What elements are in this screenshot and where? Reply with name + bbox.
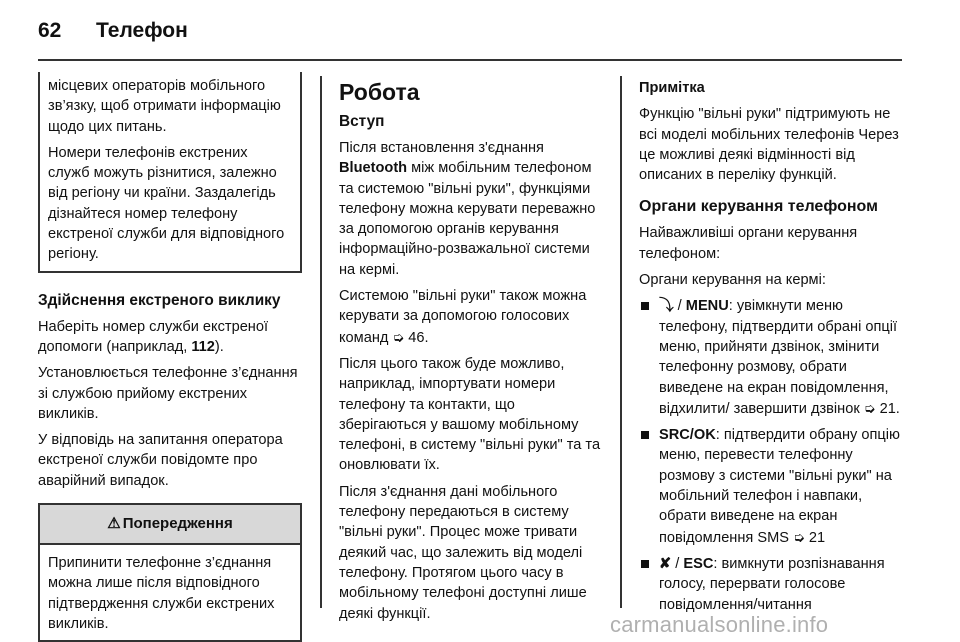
text: Після встановлення з'єднання [339,140,544,156]
info-box-continued [38,72,302,273]
page-number: 62 [38,19,62,42]
voice-mute-icon: ✘ [659,555,672,572]
page-ref: 46. [408,329,429,346]
page-ref-arrow-icon: ➭ [863,399,876,416]
emergency-call-heading: Здійснення екстреного виклику [38,291,281,309]
emergency-number: 112 [191,338,215,355]
key-label: SRC/OK [659,427,716,444]
list-item [639,425,903,548]
text: Наберіть номер служби екстреної допомоги (наприклад, [38,318,269,355]
paragraph: Установлюється телефонне з’єднання зі службою прийому екстрених викликів. [38,365,298,422]
page-ref-arrow-icon: ➭ [392,328,405,345]
bluetooth-term: Bluetooth [339,160,408,177]
key-label: MENU [685,298,729,315]
page-ref: 21 [808,529,826,546]
warning-text: Припинити телефонне з’єднання можна лише після відповідного підтвердження служби екстрених викликів. [48,555,275,632]
column-middle [339,78,603,630]
text: : вимкнути розпізнавання голосу, перервати голосове повідомлення/читання [659,555,885,613]
paragraph: Після з'єднання дані мобільного телефону передаються в систему "вільні руки". Процес може тривати деякий час, що залежить від моделі телефону. Протягом цього часу в мобільному телефоні доступні лише деякі функції. [339,483,587,622]
warning-title [40,505,300,545]
controls-heading: Органи керування телефоном [639,198,878,216]
list-item: ✘ / ESC: вимкнути розпізнавання голосу, перервати голосове повідомлення/читання [639,554,903,615]
bullet-square-icon [641,302,649,310]
column-right [639,78,903,621]
intro-heading: Вступ [339,113,385,130]
column-divider [320,76,322,608]
warning-triangle-icon: ⚠ [107,515,121,533]
paragraph: Найважливіші органи керування телефоном: [639,225,858,262]
text: : підтвердити обрану опцію меню, перевести телефонну розмову з системи "вільні руки" на мобільний телефон і навпаки, обрати виведене на екран повідомлення SMS [659,427,900,546]
phone-handset-icon: ⤵ [659,298,674,315]
note-heading: Примітка [639,80,705,96]
paragraph: Органи керування на кермі: [639,272,826,289]
page-ref-arrow-icon: ➭ [793,528,805,545]
text: між мобільним телефоном та системою "вільні руки", функціями телефону можна керувати переважно за допомогою органів керування інформаційно-розважальної системи на кермі. [339,160,596,278]
box-paragraph: Номери телефонів екстрених служб можуть різнитися, залежно від регіону чи країни. Заздалегідь дізнайтеся номер телефону екстреної служби для відповідного регіону. [48,144,285,263]
bullet-square-icon [641,431,649,439]
watermark: carmanualsonline.info [610,612,829,637]
header-rule [38,59,902,61]
section-title: Робота [339,79,420,105]
text: ). [214,338,224,355]
text: Системою "вільні руки" також можна керувати за допомогою голосових команд [339,288,587,346]
paragraph [38,317,302,358]
paragraph [339,286,603,348]
warning-label: Попередження [122,515,233,533]
paragraph: У відповідь на запитання оператора екстреної служби повідомте про аварійний випадок. [38,432,283,489]
box-paragraph: місцевих операторів мобільного зв’язку, щоб отримати інформацію щодо цих питань. [48,78,281,135]
chapter-title: Телефон [96,19,188,42]
note-text: Функцію "вільні руки" підтримують не всі моделі мобільних телефонів Через це можливі деякі відмінності від описаних в переліку функцій. [639,106,899,184]
list-item: ⤵ / MENU: увімкнути меню телефону, підтвердити обрані опції меню, прийняти дзвінок, змінити телефонну розмову, обрати виведене на екран повідомлення, відхилити/ завершити дзвінок ➭ 21. [639,296,903,419]
bullet-square-icon [641,560,649,568]
text: : увімкнути меню телефону, підтвердити обрані опції меню, прийняти дзвінок, змінити телефонну розмову, обрати виведене на екран повідомлення, відхилити/ завершити дзвінок [659,298,898,417]
column-left [38,78,302,642]
paragraph: Після цього також буде можливо, наприклад, імпортувати номери телефону та контакти, що зберігаються у вашому мобільному телефоні, в систему "вільні руки" та та оновлювати їх. [339,355,601,474]
page-header [38,14,188,48]
warning-box [38,503,302,642]
page-ref: 21. [879,400,900,417]
key-label: ESC [683,555,714,572]
column-divider [620,76,622,608]
paragraph [339,138,603,280]
